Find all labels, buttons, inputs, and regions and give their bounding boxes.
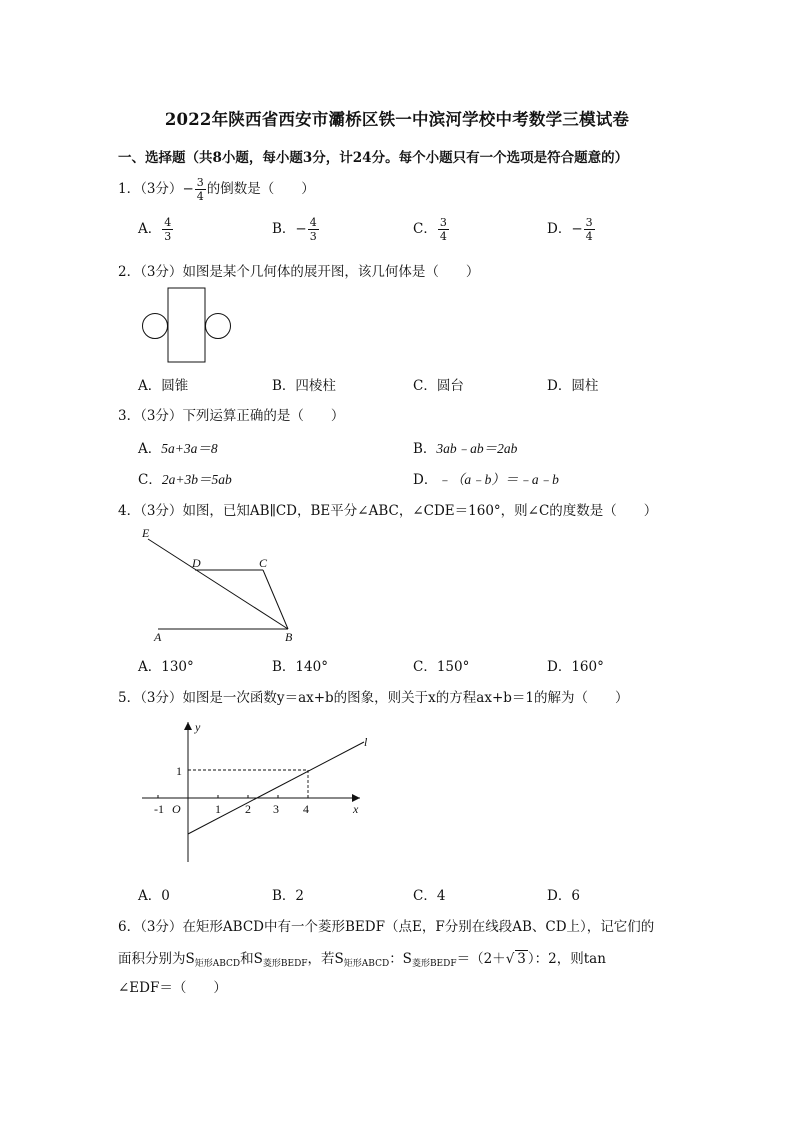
question-1-stem [118, 176, 315, 203]
section-heading: 一、选择题（共8小题，每小题3分，计24分。每个小题只有一个选项是符合题意的） [118, 150, 629, 166]
q4-label-e: E [142, 526, 150, 540]
q5-line-label: l [364, 735, 368, 749]
q5-xtick-1: 1 [215, 802, 221, 816]
q4-label-d: D [192, 556, 201, 570]
q2-option-a[interactable]: A．圆锥 [138, 378, 189, 394]
q5-xtick-3: 3 [273, 802, 279, 816]
q2-option-b[interactable]: B．四棱柱 [272, 378, 336, 394]
q3-option-c[interactable]: C．2a+3b＝5ab [138, 472, 232, 488]
question-6-line-1: 6．（3分）在矩形ABCD中有一个菱形BEDF（点E，F分别在线段AB、CD上），记它们的 [118, 919, 655, 935]
page-title: 2022年陕西省西安市灞桥区铁一中滨河学校中考数学三模试卷 [164, 110, 630, 129]
question-4-stem: 4．（3分）如图，已知AB∥CD，BE平分∠ABC，∠CDE＝160°，则∠C的度数是（ ） [118, 503, 658, 519]
q4-label-c: C [259, 556, 268, 570]
q1-option-d[interactable]: D．− $\frac{3}{4}$ [547, 216, 593, 243]
q5-axis-y: y [195, 720, 201, 734]
q5-xtick-4: 4 [303, 802, 309, 816]
q4-parallel-lines-figure [138, 524, 308, 646]
q5-option-d[interactable]: D．6 [547, 888, 580, 904]
q4-label-b: B [285, 630, 293, 644]
q3-option-b[interactable]: B．3ab﹣ab＝2ab [413, 441, 518, 457]
q5-linear-function-graph [138, 716, 378, 866]
q1-option-c[interactable]: C． $\frac{3}{4}$ [413, 216, 447, 243]
q3-option-d[interactable]: D．﹣（a﹣b）＝﹣a﹣b [413, 472, 559, 488]
q5-ytick-1: 1 [176, 764, 182, 778]
q1-number: 1． [118, 181, 141, 197]
q1-score: （3分） [140, 181, 183, 197]
question-6-line-2: 面积分别为$S_{矩形ABCD}$和$S_{菱形BEDF}$，若$S_{矩形ABCD}$：$S_{菱形BEDF}=(2+√$ 3 ）：2，则tan [118, 951, 606, 969]
q4-option-c[interactable]: C．150° [413, 659, 470, 675]
q2-option-d[interactable]: D．圆柱 [547, 378, 599, 394]
q5-xtick-2: 2 [245, 802, 251, 816]
q4-option-d[interactable]: D．160° [547, 659, 604, 675]
q2-option-c[interactable]: C．圆台 [413, 378, 464, 394]
question-5-stem: 5．（3分）如图是一次函数y＝ax+b的图象，则关于x的方程ax+b＝1的解为（ ） [118, 690, 629, 706]
q3-option-a[interactable]: A．5a+3a＝8 [138, 441, 218, 457]
q1-stem-text: 的倒数是（ ） [206, 181, 315, 197]
question-6-line-3: ∠EDF＝（ ） [118, 980, 227, 996]
question-2-stem: 2．（3分）如图是某个几何体的展开图，该几何体是（ ） [118, 264, 480, 280]
q5-axis-x: x [353, 802, 359, 816]
q5-option-b[interactable]: B．2 [272, 888, 305, 904]
q4-option-b[interactable]: B．140° [272, 659, 328, 675]
q1-fraction: $\frac{3}{4}$ [196, 176, 204, 203]
question-3-stem: 3．（3分）下列运算正确的是（ ） [118, 408, 345, 424]
q4-option-a[interactable]: A．130° [138, 659, 194, 675]
q1-option-b[interactable]: B．− $\frac{4}{3}$ [272, 216, 317, 243]
q1-option-a[interactable]: A． $\frac{4}{3}$ [138, 216, 172, 243]
q5-xtick-neg1: -1 [154, 802, 164, 816]
q5-origin: O [172, 802, 181, 816]
q5-option-a[interactable]: A．0 [138, 888, 170, 904]
q5-option-c[interactable]: C．4 [413, 888, 446, 904]
q1-neg: − [182, 181, 194, 197]
q2-net-figure [140, 286, 240, 366]
q4-label-a: A [154, 630, 162, 644]
